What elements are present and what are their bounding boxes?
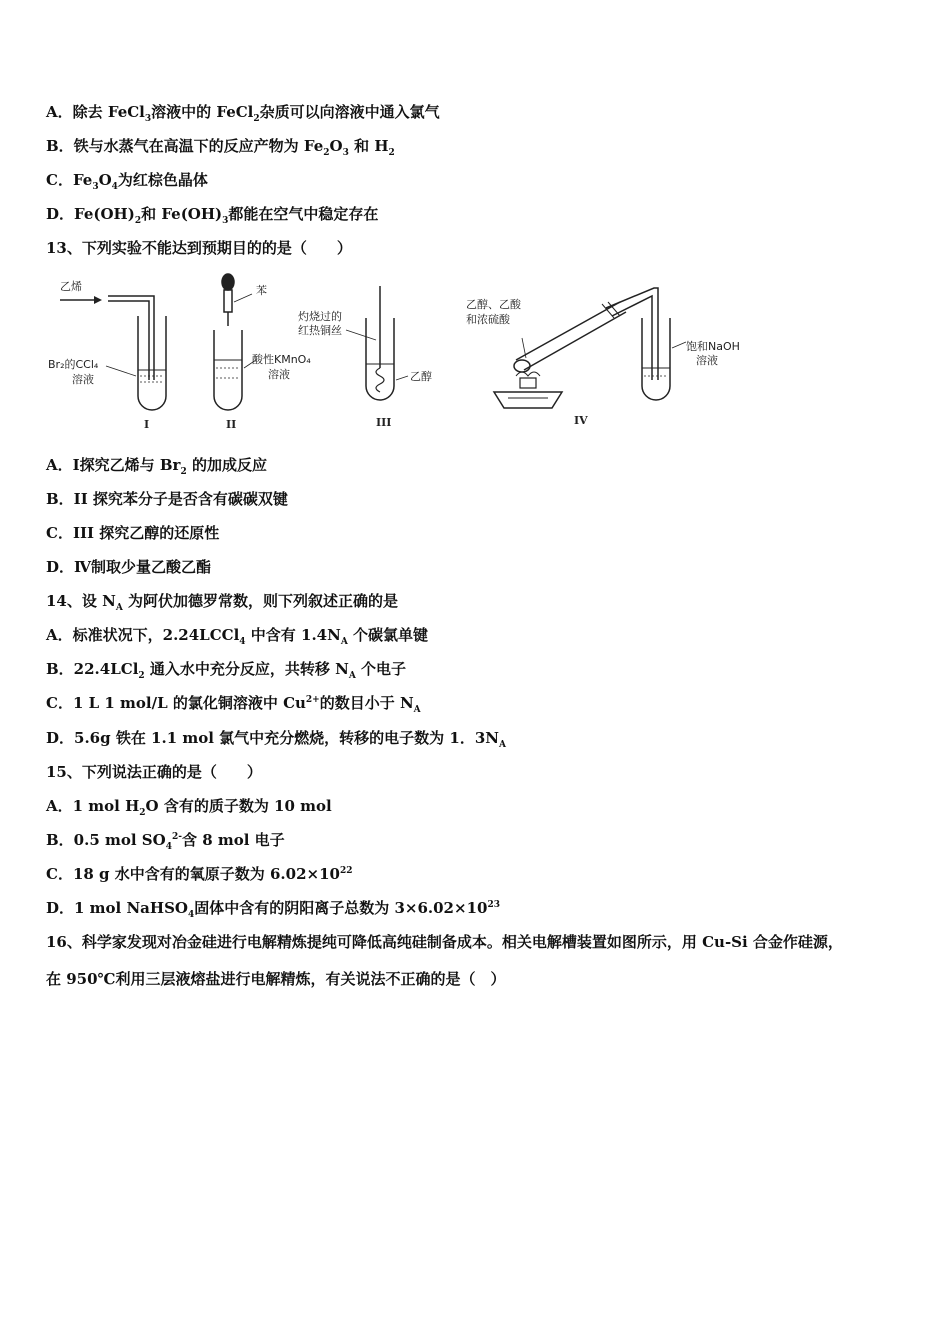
label-burned-2: 红热铜丝 (298, 324, 342, 337)
arrow-head (94, 296, 102, 304)
reaction-tube-top (516, 302, 620, 360)
experiment-figure (46, 268, 746, 438)
label-naoh-1: 饱和NaOH (686, 340, 740, 353)
q13-option-d: D．Ⅳ制取少量乙酸乙酯 (46, 558, 212, 576)
label-naoh-2: 溶液 (696, 354, 718, 367)
label-ii: II (226, 418, 237, 431)
label-i: I (144, 418, 150, 431)
label-mix-1: 乙醇、乙酸 (466, 298, 521, 311)
apparatus-iv (494, 288, 686, 408)
apparatus-i (60, 296, 166, 410)
dropper-bulb (222, 274, 234, 290)
q15-option-c: C．18 g 水中含有的氧原子数为 $6.02\times 10^{22}$ (46, 865, 353, 883)
q15-option-d: D．1 mol NaHSO$_4$固体中含有的阴阳离子总数为 $3\times 6.02\times 10^{23}$ (46, 899, 500, 920)
q12-option-d: D．$Fe(OH)_2$和 $Fe(OH)_3$都能在空气中稳定存在 (46, 205, 379, 226)
dropper-body (224, 290, 232, 312)
q14-option-b: B．22.4LCl$_2$ 通入水中充分反应，共转移 $N_A$ 个电子 (46, 660, 407, 681)
q16-stem-line-2: 在 950℃利用三层液熔盐进行电解精炼，有关说法不正确的是（ ） (46, 970, 506, 988)
q12-option-a: A．除去 FeCl$_3$溶液中的 FeCl$_2$杂质可以向溶液中通入氯气 (46, 103, 440, 124)
label-iv: IV (574, 414, 588, 427)
q15-option-b: B．0.5 mol $SO_4^{2-}$含 8 mol 电子 (46, 831, 285, 852)
label-ethanol: 乙醇 (410, 370, 432, 383)
label-burned-1: 灼烧过的 (298, 310, 342, 323)
gas-tube (606, 288, 658, 380)
apparatus-iii (346, 286, 408, 400)
q12-option-b: B．铁与水蒸气在高温下的反应产物为 $Fe_2O_3$ 和 $H_2$ (46, 137, 395, 158)
q14-option-d: D．5.6g 铁在 1.1 mol 氯气中充分燃烧，转移的电子数为 1．$3N_A$ (46, 729, 506, 750)
q12-option-c: C．$Fe_3O_4$为红棕色晶体 (46, 171, 208, 192)
test-tube-ii (214, 330, 242, 410)
label-solution-1: 溶液 (72, 373, 94, 386)
q14-option-a: A．标准状况下，2.24LCCl$_4$ 中含有 $1.4N_A$ 个碳氯单键 (46, 626, 429, 647)
label-kmno4: 酸性KMnO₄ (252, 353, 311, 366)
test-tube-iv (642, 318, 670, 400)
q13-option-a: A．Ⅰ探究乙烯与 $Br_2$ 的加成反应 (46, 456, 267, 477)
q14-stem: 14、设 $N_A$ 为阿伏加德罗常数，则下列叙述正确的是 (46, 592, 399, 613)
label-ethylene: 乙烯 (60, 280, 82, 293)
label-benzene: 苯 (256, 284, 267, 297)
label-solution-2: 溶液 (268, 368, 290, 381)
q15-option-a: A．1 mol $H_2O$ 含有的质子数为 10 mol (46, 797, 332, 818)
q14-option-c: C．1 L 1 mol/L 的氯化铜溶液中 $Cu^{2+}$的数目小于 $N_A$ (46, 694, 421, 715)
q15-stem: 15、下列说法正确的是（ ） (46, 763, 262, 781)
q13-option-c: C．III 探究乙醇的还原性 (46, 524, 220, 542)
test-tube-i (138, 316, 166, 410)
q16-stem-line-1: 16、科学家发现对冶金硅进行电解精炼提纯可降低高纯硅制备成本。相关电解槽装置如图所示，用 Cu-Si 合金作硅源， (46, 933, 843, 951)
apparatus-ii (214, 274, 256, 410)
alcohol-lamp (494, 392, 562, 408)
q13-stem: 13、下列实验不能达到预期目的的是（ ） (46, 239, 352, 257)
label-mix-2: 和浓硫酸 (466, 313, 510, 326)
delivery-tube (108, 296, 154, 380)
label-iii: III (376, 416, 392, 429)
q13-option-b: B．II 探究苯分子是否含有碳碳双键 (46, 490, 288, 508)
label-br2-ccl4: Br₂的CCl₄ (48, 358, 99, 371)
